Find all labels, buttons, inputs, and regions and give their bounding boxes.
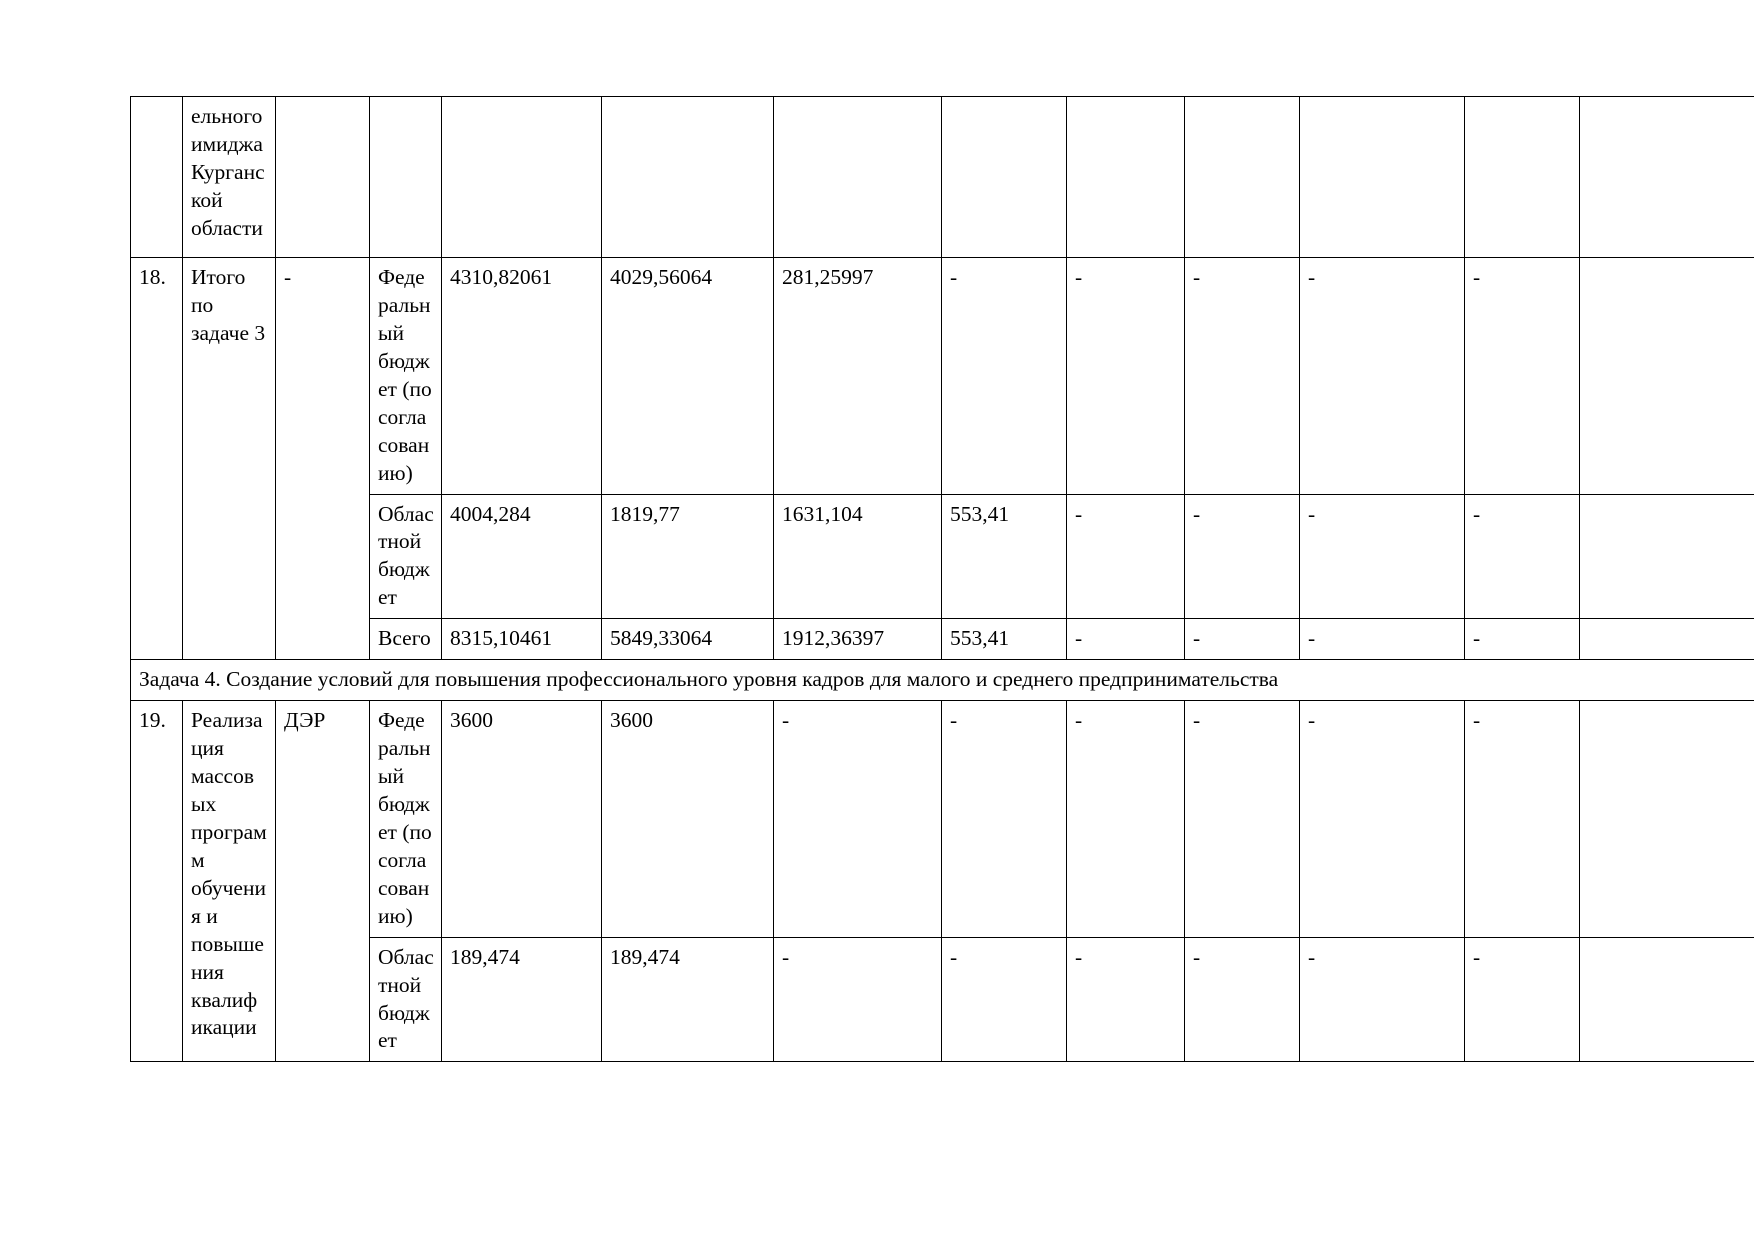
table-row [131,258,1754,495]
cell-year-7: - [1465,619,1580,660]
cell-year-7: - [1465,701,1580,938]
table-row [131,937,1754,1062]
cell-year-6: - [1300,619,1465,660]
cell-year-5: - [1185,619,1300,660]
cell-year-6: - [1300,258,1465,495]
cell-total: 3600 [442,701,602,938]
cell-measure-name: Итого по задаче 3 [183,258,276,660]
cell-year-1: 3600 [602,701,774,938]
cell-year-8 [1580,258,1754,495]
cell-year-4: - [1067,494,1185,619]
cell-year-7 [1465,97,1580,258]
budget-table-container [130,96,1754,1062]
cell-year-3: 553,41 [942,619,1067,660]
cell-row-number [131,97,183,258]
table-row [131,494,1754,619]
cell-year-1 [602,97,774,258]
cell-year-2: 1631,104 [774,494,942,619]
cell-year-6: - [1300,494,1465,619]
cell-executor: - [276,258,370,660]
cell-year-3: - [942,701,1067,938]
cell-year-3: 553,41 [942,494,1067,619]
cell-year-3: - [942,937,1067,1062]
cell-year-1: 1819,77 [602,494,774,619]
cell-total: 4310,82061 [442,258,602,495]
cell-year-1: 4029,56064 [602,258,774,495]
cell-year-5: - [1185,494,1300,619]
cell-funding-source: Областной бюджет [370,494,442,619]
table-row [131,619,1754,660]
cell-year-5: - [1185,258,1300,495]
cell-total [442,97,602,258]
cell-year-5: - [1185,937,1300,1062]
cell-year-6: - [1300,701,1465,938]
cell-year-6: - [1300,937,1465,1062]
budget-table [130,96,1754,1062]
cell-year-2: 281,25997 [774,258,942,495]
cell-year-7: - [1465,258,1580,495]
cell-year-8 [1580,97,1754,258]
table-row [131,97,1754,258]
cell-year-4: - [1067,701,1185,938]
cell-year-5 [1185,97,1300,258]
cell-year-4: - [1067,937,1185,1062]
cell-year-8 [1580,937,1754,1062]
cell-year-8 [1580,619,1754,660]
cell-row-number: 19. [131,701,183,1062]
cell-executor [276,97,370,258]
cell-year-4 [1067,97,1185,258]
cell-year-4: - [1067,619,1185,660]
cell-total: 8315,10461 [442,619,602,660]
cell-year-2: - [774,701,942,938]
cell-row-number: 18. [131,258,183,660]
cell-total: 4004,284 [442,494,602,619]
section-title: Задача 4. Создание условий для повышения профессионального уровня кадров для малого и среднего предпринимательства [131,660,1754,701]
cell-year-7: - [1465,937,1580,1062]
cell-funding-source [370,97,442,258]
cell-funding-source: Федеральный бюджет (по согласованию) [370,701,442,938]
cell-year-3 [942,97,1067,258]
table-section-row [131,660,1754,701]
cell-year-2: - [774,937,942,1062]
cell-funding-source: Федеральный бюджет (по согласованию) [370,258,442,495]
cell-year-7: - [1465,494,1580,619]
table-row [131,701,1754,938]
cell-year-3: - [942,258,1067,495]
cell-funding-source: Областной бюджет [370,937,442,1062]
cell-funding-source: Всего [370,619,442,660]
cell-year-1: 189,474 [602,937,774,1062]
cell-year-4: - [1067,258,1185,495]
cell-year-1: 5849,33064 [602,619,774,660]
cell-measure-name: ельного имиджа Курганской области [183,97,276,258]
cell-year-5: - [1185,701,1300,938]
cell-year-8 [1580,494,1754,619]
cell-executor: ДЭР [276,701,370,1062]
cell-year-2 [774,97,942,258]
cell-total: 189,474 [442,937,602,1062]
cell-year-6 [1300,97,1465,258]
cell-measure-name: Реализация массовых программ обучения и повышения квалификации [183,701,276,1062]
cell-year-8 [1580,701,1754,938]
cell-year-2: 1912,36397 [774,619,942,660]
